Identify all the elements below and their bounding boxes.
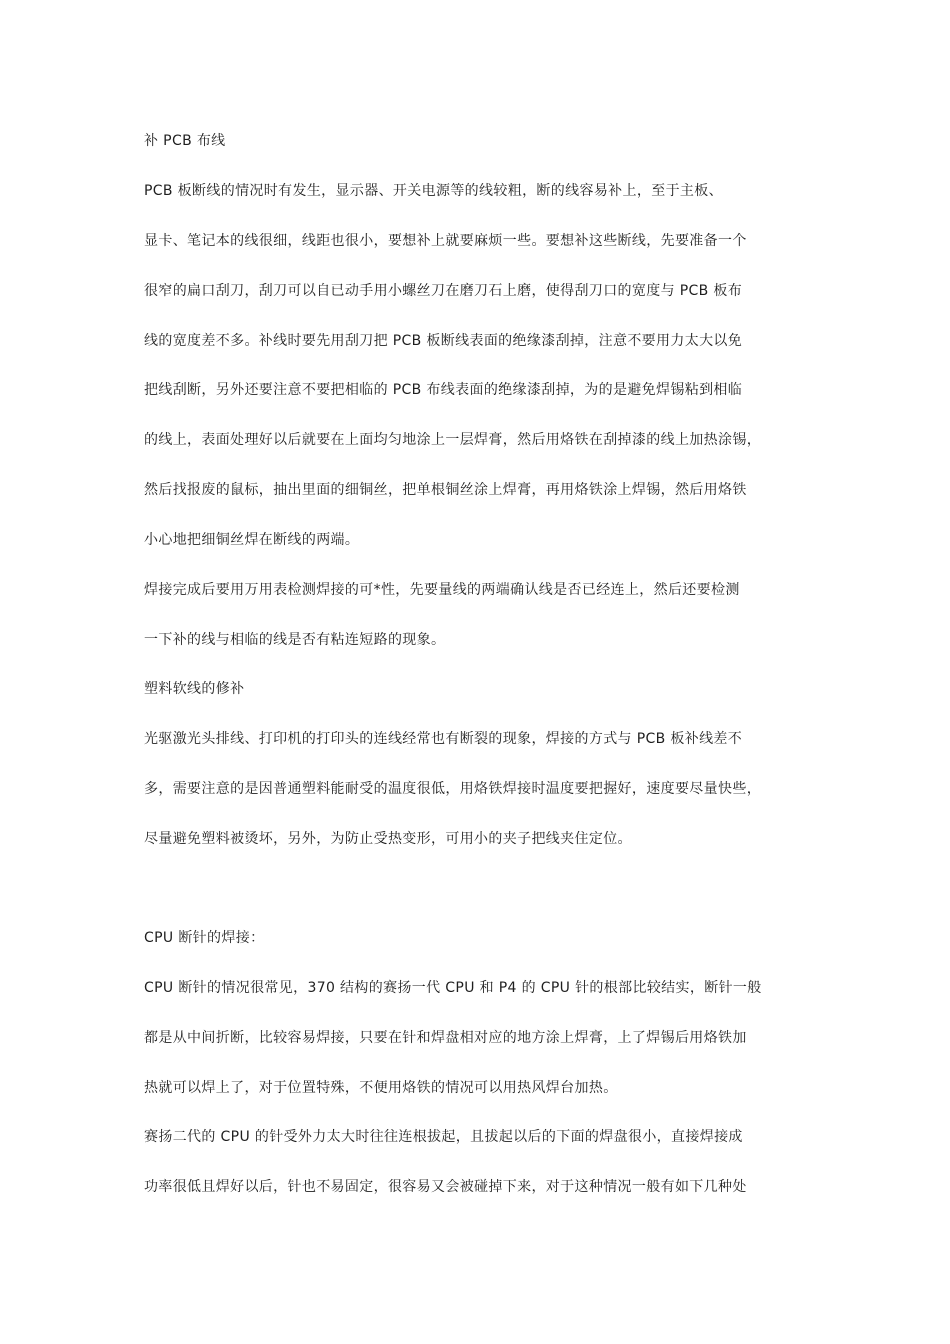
- paragraph-line: 然后找报废的鼠标，抽出里面的细铜丝，把单根铜丝涂上焊膏，再用烙铁涂上焊锡，然后用烙铁: [144, 482, 747, 498]
- paragraph-line: 线的宽度差不多。补线时要先用刮刀把 PCB 板断线表面的绝缘漆刮掉，注意不要用力太大以免: [144, 333, 743, 349]
- paragraph-line: 光驱激光头排线、打印机的打印头的连线经常也有断裂的现象，焊接的方式与 PCB 板补线差不: [144, 731, 743, 747]
- section-title-pcb-repair: 补 PCB 布线: [144, 133, 226, 149]
- paragraph-line: 的线上，表面处理好以后就要在上面均匀地涂上一层焊膏，然后用烙铁在刮掉漆的线上加热涂锡，: [144, 432, 762, 448]
- paragraph-line: 多，需要注意的是因普通塑料能耐受的温度很低，用烙铁焊接时温度要把握好，速度要尽量快些，: [144, 781, 762, 797]
- paragraph-line: 把线刮断，另外还要注意不要把相临的 PCB 布线表面的绝缘漆刮掉，为的是避免焊锡粘到相临: [144, 382, 743, 398]
- paragraph-line: 功率很低且焊好以后，针也不易固定，很容易又会被碰掉下来，对于这种情况一般有如下几种处: [144, 1179, 747, 1195]
- paragraph-line: PCB 板断线的情况时有发生，显示器、开关电源等的线较粗，断的线容易补上，至于主板、: [144, 183, 723, 199]
- paragraph-line: 尽量避免塑料被烫坏，另外，为防止受热变形，可用小的夹子把线夹住定位。: [144, 831, 632, 847]
- section-title-cpu-pin: CPU 断针的焊接：: [144, 930, 265, 946]
- section-title-plastic-cable: 塑料软线的修补: [144, 681, 245, 697]
- paragraph-line: 一下补的线与相临的线是否有粘连短路的现象。: [144, 632, 446, 648]
- paragraph-line: CPU 断针的情况很常见，370 结构的赛扬一代 CPU 和 P4 的 CPU 针的根部比较结实，断针一般: [144, 980, 762, 996]
- paragraph-line: 热就可以焊上了，对于位置特殊，不便用烙铁的情况可以用热风焊台加热。: [144, 1080, 618, 1096]
- paragraph-line: 赛扬二代的 CPU 的针受外力太大时往往连根拔起，且拔起以后的下面的焊盘很小，直接焊接成: [144, 1129, 743, 1145]
- paragraph-line: 很窄的扁口刮刀，刮刀可以自已动手用小螺丝刀在磨刀石上磨，使得刮刀口的宽度与 PCB 板布: [144, 283, 743, 299]
- paragraph-line: 显卡、笔记本的线很细，线距也很小，要想补上就要麻烦一些。要想补这些断线，先要准备一个: [144, 233, 747, 249]
- paragraph-line: 小心地把细铜丝焊在断线的两端。: [144, 532, 360, 548]
- paragraph-line: 都是从中间折断，比较容易焊接，只要在针和焊盘相对应的地方涂上焊膏，上了焊锡后用烙铁加: [144, 1030, 747, 1046]
- paragraph-line: 焊接完成后要用万用表检测焊接的可*性，先要量线的两端确认线是否已经连上，然后还要检测: [144, 582, 740, 598]
